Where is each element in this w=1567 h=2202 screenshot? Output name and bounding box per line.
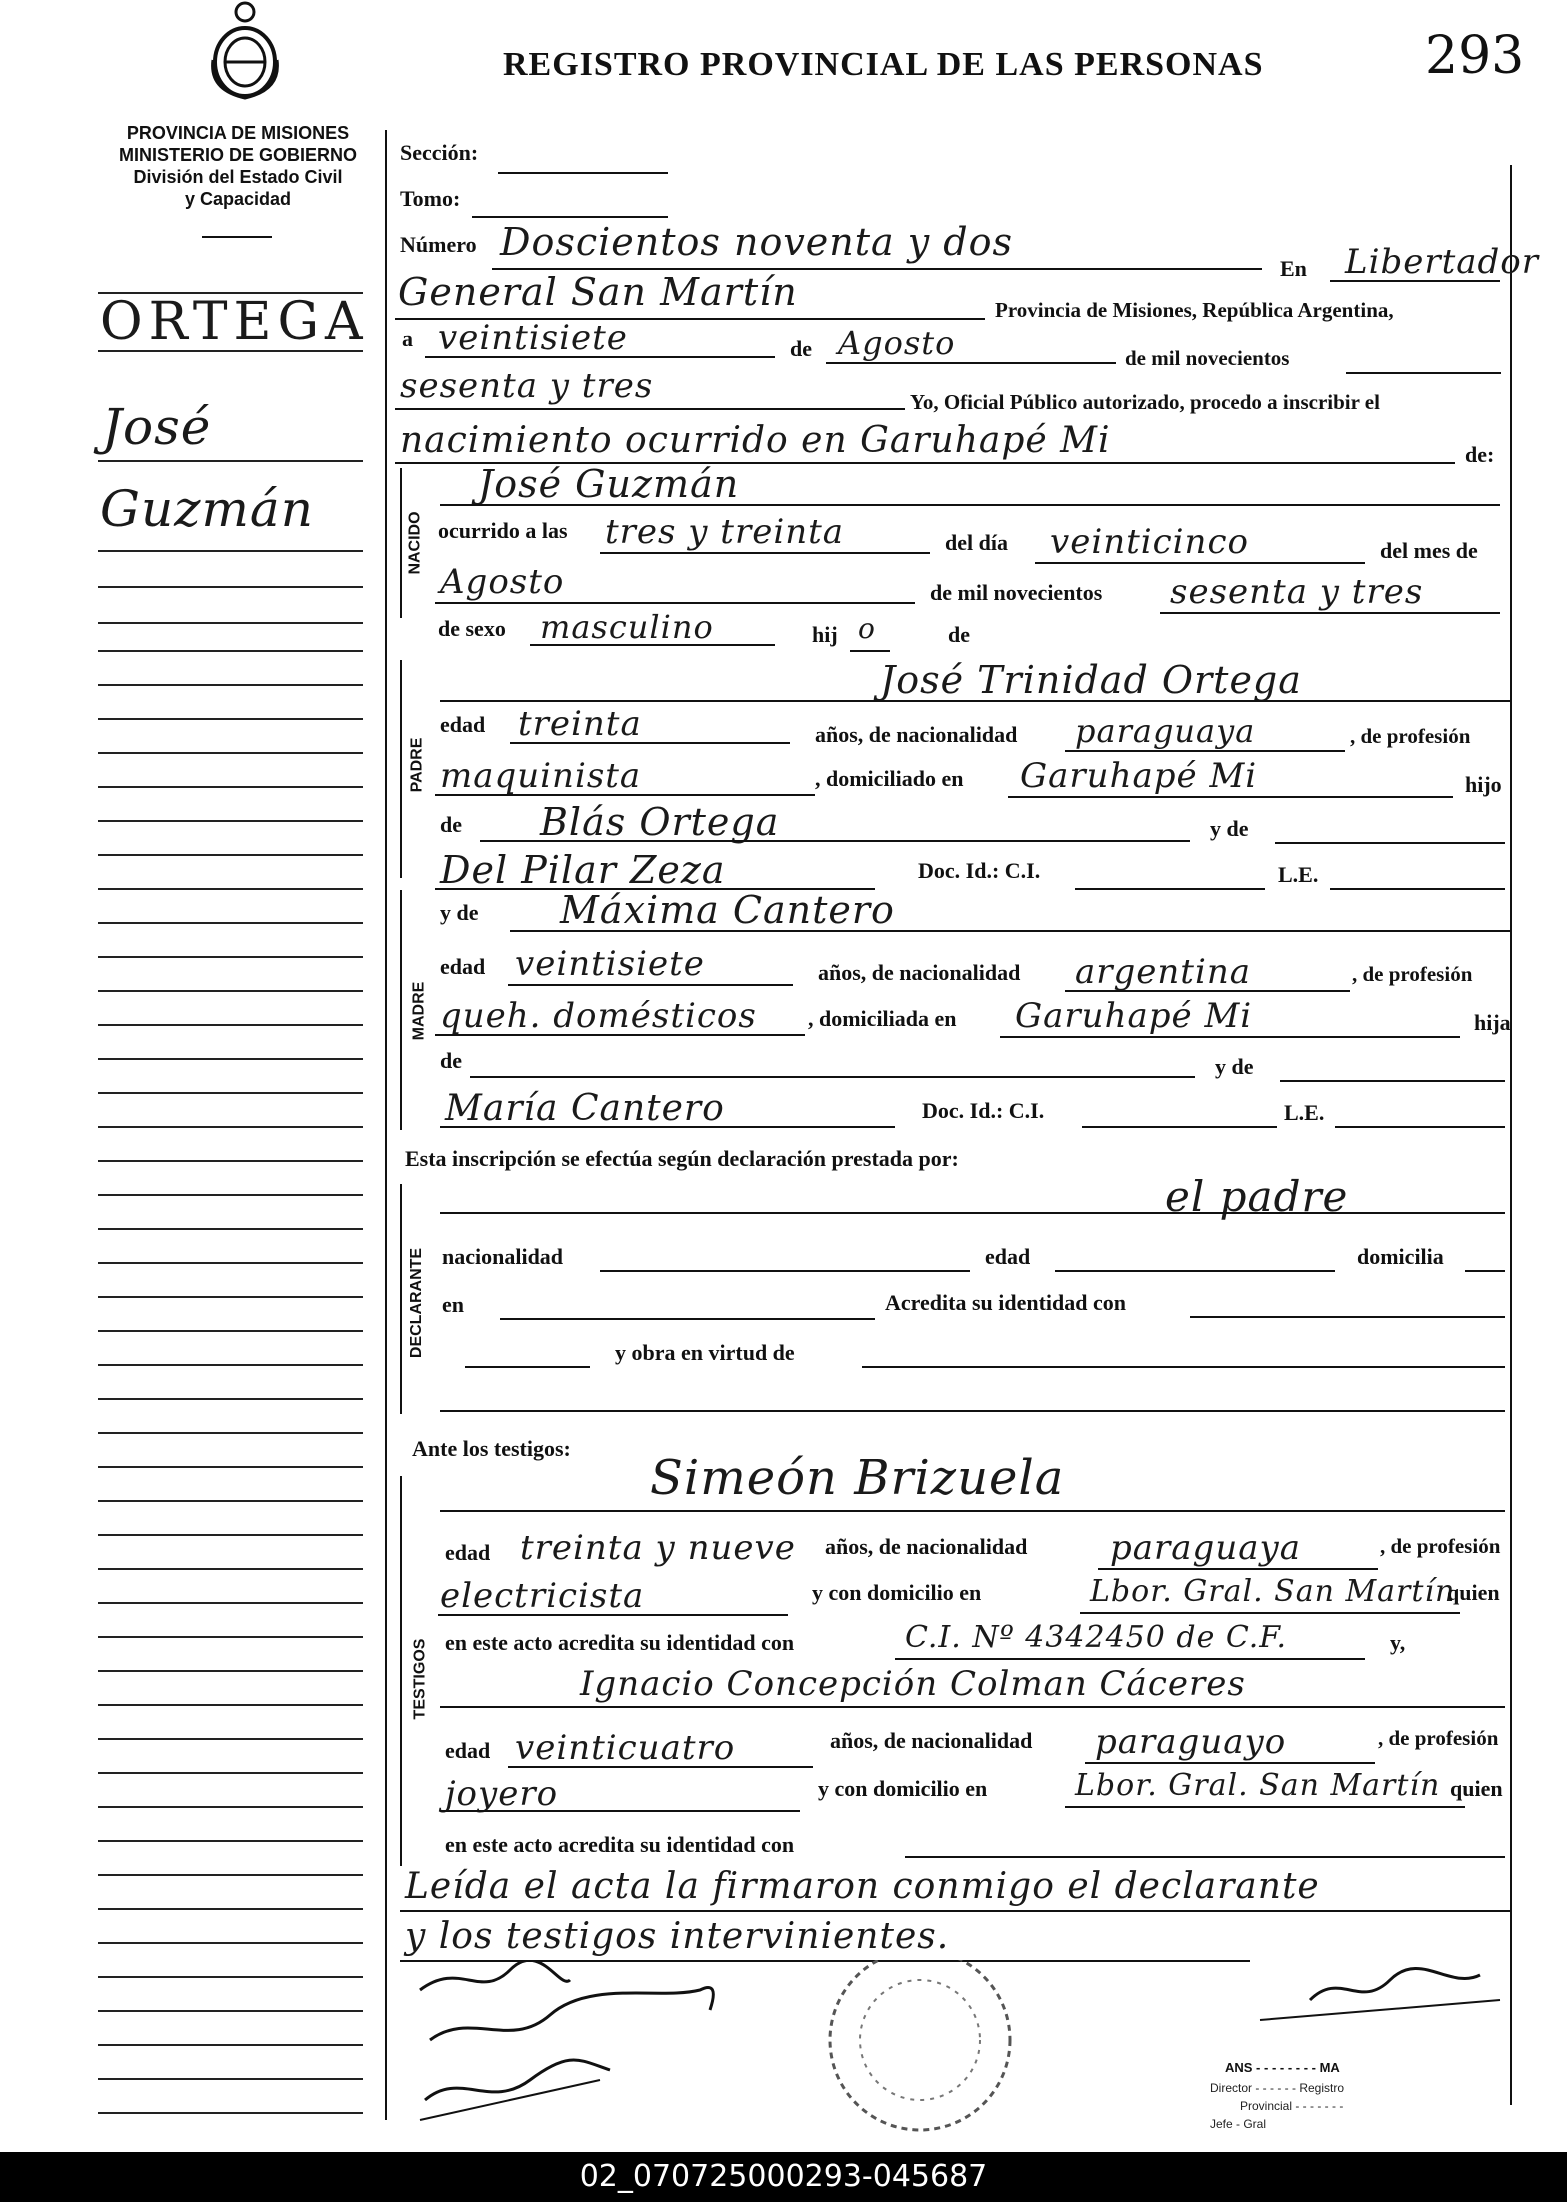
tomo-label: Tomo: xyxy=(400,186,461,211)
hij-value: o xyxy=(858,612,876,645)
svg-text:ANS - - - - - - - - MA: ANS - - - - - - - - MA xyxy=(1225,2060,1340,2075)
margin-given-name: José xyxy=(102,398,212,456)
day-value: veintisiete xyxy=(438,318,628,358)
birth-month-value: Agosto xyxy=(440,562,565,602)
madre-doc-label: Doc. Id.: C.I. xyxy=(922,1098,1045,1123)
madre-dom-value: Garuhapé Mi xyxy=(1015,996,1253,1036)
seccion-label: Sección: xyxy=(400,140,479,165)
padre-edad-value: treinta xyxy=(518,704,642,744)
t1-edad-label: edad xyxy=(445,1540,491,1565)
hour-value: tres y treinta xyxy=(605,512,845,552)
declarante-dom-label: domicilia xyxy=(1357,1244,1444,1269)
t1-doc-value: C.I. Nº 4342450 de C.F. xyxy=(905,1620,1287,1655)
t2-prof-value: joyero xyxy=(445,1774,559,1814)
mil2-label: de mil novecientos xyxy=(930,580,1103,605)
padre-section-label: PADRE xyxy=(408,737,426,793)
t1-prof-label: , de profesión xyxy=(1380,1534,1501,1558)
declarante-acredita-label: Acredita su identidad con xyxy=(885,1290,1127,1315)
testigo2-name: Ignacio Concepción Colman Cáceres xyxy=(580,1664,1246,1704)
agency-line-1: PROVINCIA DE MISIONES xyxy=(126,123,350,143)
testigos-section-label: TESTIGOS xyxy=(411,1638,429,1720)
madre-hija-label: hija xyxy=(1474,1010,1511,1035)
year-value: sesenta y tres xyxy=(400,366,654,406)
declarante-en-label: en xyxy=(442,1292,464,1317)
del-dia-label: del día xyxy=(945,530,1008,555)
svg-text:Director - - - - - - Registro: Director - - - - - - Registro xyxy=(1210,2081,1345,2095)
t1-dom-value: Lbor. Gral. San Martín xyxy=(1090,1574,1456,1609)
oficial-label: Yo, Oficial Público autorizado, procedo a inscribir el xyxy=(910,390,1380,414)
declarante-edad-label: edad xyxy=(985,1244,1031,1269)
madre-edad-label: edad xyxy=(440,954,486,979)
sexo-value: masculino xyxy=(540,608,714,646)
declarante-intro: Esta inscripción se efectúa según declaración prestada por: xyxy=(405,1146,959,1171)
declarante-value: el padre xyxy=(1165,1172,1349,1221)
agency-line-2: MINISTERIO DE GOBIERNO xyxy=(118,145,358,165)
birth-day-value: veinticinco xyxy=(1050,522,1249,562)
t2-edad-label: edad xyxy=(445,1738,491,1763)
closing-line-2: y los testigos intervinientes. xyxy=(405,1916,950,1957)
del-mes-label: del mes de xyxy=(1380,538,1478,563)
t1-quien-label: quien xyxy=(1447,1580,1500,1605)
madre-prof-label: , de profesión xyxy=(1352,962,1473,986)
document-code-bar: 02_070725000293-045687 xyxy=(0,2152,1567,2202)
event-value: nacimiento ocurrido en Garuhapé Mi xyxy=(400,420,1111,461)
padre-le-label: L.E. xyxy=(1278,862,1319,887)
madre-dom-label: , domiciliada en xyxy=(808,1006,957,1031)
declarante-nac-label: nacionalidad xyxy=(442,1244,564,1269)
padre-de-label: de xyxy=(440,812,462,837)
nacido-section-label: NACIDO xyxy=(406,511,424,575)
closing-line-1: Leída el acta la firmaron conmigo el declarante xyxy=(405,1866,1320,1907)
padre-doc-label: Doc. Id.: C.I. xyxy=(918,858,1041,883)
page-title: REGISTRO PROVINCIAL DE LAS PERSONAS xyxy=(503,46,1264,83)
padre-edad-label: edad xyxy=(440,712,486,737)
t2-acredita-label: en este acto acredita su identidad con xyxy=(445,1832,795,1857)
padre-dom-label: , domiciliado en xyxy=(815,766,964,791)
t2-dom-label: y con domicilio en xyxy=(818,1776,988,1801)
testigos-intro: Ante los testigos: xyxy=(412,1436,571,1461)
a-label: a xyxy=(402,326,413,351)
de3-label: de xyxy=(948,622,970,647)
t1-nac-label: años, de nacionalidad xyxy=(825,1534,1028,1559)
madre-nac-label: años, de nacionalidad xyxy=(818,960,1021,985)
madre-section-label: MADRE xyxy=(410,981,428,1041)
month-value: Agosto xyxy=(838,324,956,362)
padre-name: José Trinidad Ortega xyxy=(880,658,1302,702)
madre-nac-value: argentina xyxy=(1075,952,1252,992)
mil-label: de mil novecientos xyxy=(1125,346,1290,370)
madre-yde-label: y de xyxy=(440,900,479,925)
de-label: de xyxy=(790,336,812,361)
testigo1-name: Simeón Brizuela xyxy=(650,1450,1065,1506)
padre-prof-label: , de profesión xyxy=(1350,724,1471,748)
padre-dom-value: Garuhapé Mi xyxy=(1020,756,1258,796)
t1-y-label: y, xyxy=(1390,1630,1406,1655)
agency-line-4: y Capacidad xyxy=(184,189,292,209)
t1-dom-label: y con domicilio en xyxy=(812,1580,982,1605)
coat-of-arms-icon xyxy=(205,0,285,100)
en-value: Libertador xyxy=(1345,242,1540,282)
madre-name: Máxima Cantero xyxy=(560,888,895,932)
madre-le-label: L.E. xyxy=(1284,1100,1325,1125)
t1-nac-value: paraguaya xyxy=(1110,1528,1301,1568)
provincia-label: Provincia de Misiones, República Argentina, xyxy=(995,298,1394,322)
en-label: En xyxy=(1280,256,1307,281)
sexo-label: de sexo xyxy=(438,616,506,641)
svg-text:Jefe - Gral: Jefe - Gral xyxy=(1210,2117,1267,2131)
t2-nac-label: años, de nacionalidad xyxy=(830,1728,1033,1753)
padre-hijo-label: hijo xyxy=(1465,772,1502,797)
t2-prof-label: , de profesión xyxy=(1378,1726,1499,1750)
padre-nac-value: paraguaya xyxy=(1075,712,1256,750)
place-value: General San Martín xyxy=(398,270,798,314)
child-name: José Guzmán xyxy=(478,462,740,506)
margin-surname: ORTEGA xyxy=(100,292,369,352)
madre-yde2-label: y de xyxy=(1215,1054,1254,1079)
svg-text:Provincial - - - - - - -: Provincial - - - - - - - xyxy=(1240,2099,1344,2113)
padre-mother-value: Del Pilar Zeza xyxy=(440,848,726,892)
page-number: 293 xyxy=(1425,26,1525,86)
t1-acredita-label: en este acto acredita su identidad con xyxy=(445,1630,795,1655)
numero-label: Número xyxy=(400,232,477,257)
agency-block xyxy=(98,122,378,210)
madre-prof-value: queh. domésticos xyxy=(440,996,757,1036)
t2-dom-value: Lbor. Gral. San Martín xyxy=(1075,1768,1441,1803)
agency-line-3: División del Estado Civil xyxy=(133,167,343,187)
padre-father-value: Blás Ortega xyxy=(540,800,780,844)
hij-label: hij xyxy=(812,622,838,647)
madre-de-label: de xyxy=(440,1048,462,1073)
t2-quien-label: quien xyxy=(1450,1776,1503,1801)
margin-middle-name: Guzmán xyxy=(100,480,314,538)
madre-edad-value: veintisiete xyxy=(515,944,705,984)
padre-yde-label: y de xyxy=(1210,816,1249,841)
de2-label: de: xyxy=(1465,442,1495,467)
t1-prof-value: electricista xyxy=(440,1576,645,1616)
t2-edad-value: veinticuatro xyxy=(515,1728,736,1768)
t1-edad-value: treinta y nueve xyxy=(520,1528,796,1568)
birth-year-value: sesenta y tres xyxy=(1170,572,1424,612)
padre-prof-value: maquinista xyxy=(440,756,642,796)
t2-nac-value: paraguayo xyxy=(1095,1722,1287,1762)
numero-value: Doscientos noventa y dos xyxy=(500,220,1014,264)
declarante-obra-label: y obra en virtud de xyxy=(615,1340,795,1365)
ocurrido-label: ocurrido a las xyxy=(438,518,568,543)
madre-mother-value: María Cantero xyxy=(445,1088,725,1129)
padre-nac-label: años, de nacionalidad xyxy=(815,722,1018,747)
signatures xyxy=(400,1960,1510,2140)
declarante-section-label: DECLARANTE xyxy=(408,1247,426,1359)
